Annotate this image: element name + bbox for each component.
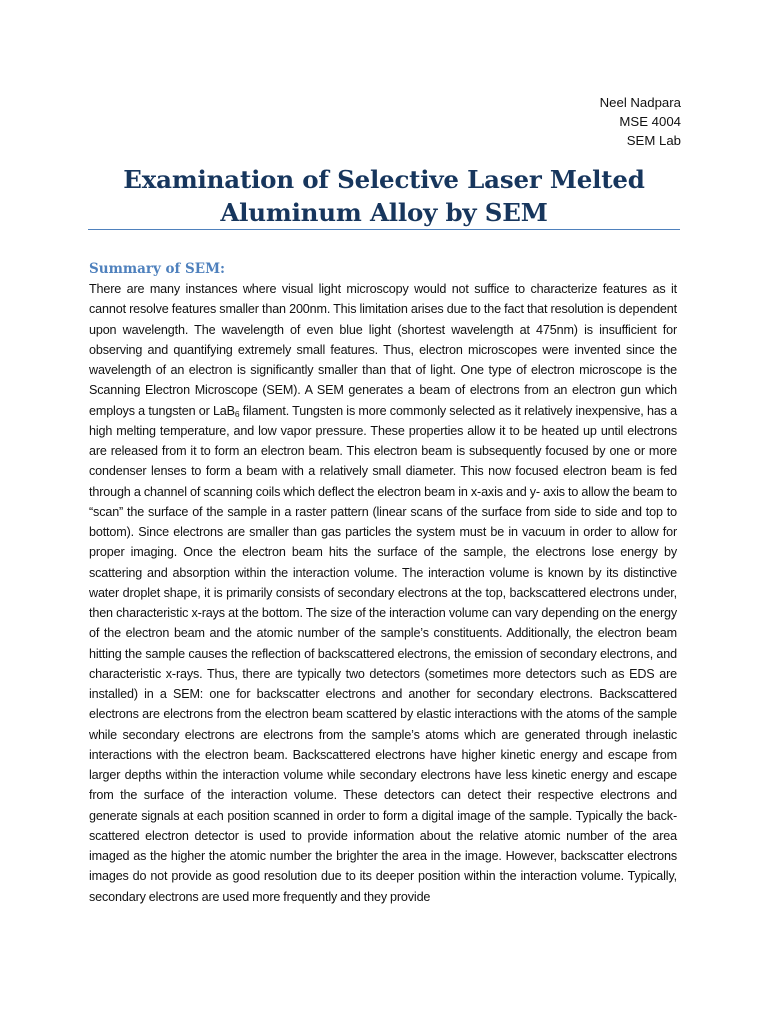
document-title: Examination of Selective Laser Melted Aluminum Alloy by SEM [123, 165, 645, 227]
lab-name: SEM Lab [626, 133, 681, 148]
author-block [600, 93, 681, 150]
course-code: MSE 4004 [619, 114, 681, 129]
body-text-part-1: There are many instances where visual light microscopy would not suffice to characterize features as it cannot resolve features smaller than 200nm. This limitation arises due to the fact that resolution is dependent upon wavelength. The wavelength of even blue light (shortest wavelength at 475nm) is insufficient for observing and quantifying extremely small features. Thus, electron microscopes were invented since the wavelength of an electron is significantly smaller than that of light. One type of electron microscope is the Scanning Electron Microscope (SEM). A SEM generates a beam of electrons from an electron gun which employs a tungsten or LaB [89, 282, 677, 418]
author-name: Neel Nadpara [599, 95, 681, 110]
section-body-summary [89, 279, 677, 907]
section-heading-summary: Summary of SEM: [89, 261, 226, 277]
body-text-part-2: filament. Tungsten is more commonly selected as it relatively inexpensive, has a high melting temperature, and low vapor pressure. These properties allow it to be heated up until electrons are released from it to form an electron beam. This electron beam is subsequently focused by one or more condenser lenses to form a beam with a relatively small diameter. This now focused electron beam is fed through a channel of scanning coils which deflect the electron beam in x-axis and y- axis to allow the beam to “scan” the surface of the sample in a raster pattern (linear scans of the surface from side to side and top to bottom). Since electrons are smaller than gas particles the system must be in vacuum in order to allow for proper imaging. Once the electron beam hits the surface of the sample, the electrons lose energy by scattering and absorption within the interaction volume. The interaction volume is known by its distinctive water droplet shape, it is primarily consists of secondary electrons at the top, backscattered electrons under, then characteristic x-rays at the bottom. The size of the interaction volume can vary depending on the energy of the electron beam and the atomic number of the sample’s constituents. Additionally, the electron beam hitting the sample causes the reflection of backscattered electrons, the emission of secondary electrons, and characteristic x-rays. Thus, there are typically two detectors (sometimes more detectors such as EDS are installed) in a SEM: one for backscatter electrons and another for secondary electrons. Backscattered electrons are electrons from the electron beam scattered by elastic interactions with the atoms of the sample while secondary electrons are electrons from the sample’s atoms which are generated through inelastic interactions with the electron beam. Backscattered electrons have higher kinetic energy and escape from larger depths within the interaction volume while secondary electrons have less kinetic energy and escape from the surface of the interaction volume. These detectors can detect their respective electrons and generate signals at each position scanned in order to form a digital image of the sample. Typically the back-scattered electron detector is used to provide information about the relative atomic number of the area imaged as the higher the atomic number the brighter the area in the image. However, backscatter electrons images do not provide as good resolution due to its deeper position within the interaction volume. Typically, secondary electrons are used more frequently and they provide [89, 403, 677, 904]
lab6-subscript: 6 [234, 408, 240, 419]
title-underline-rule [88, 229, 680, 230]
